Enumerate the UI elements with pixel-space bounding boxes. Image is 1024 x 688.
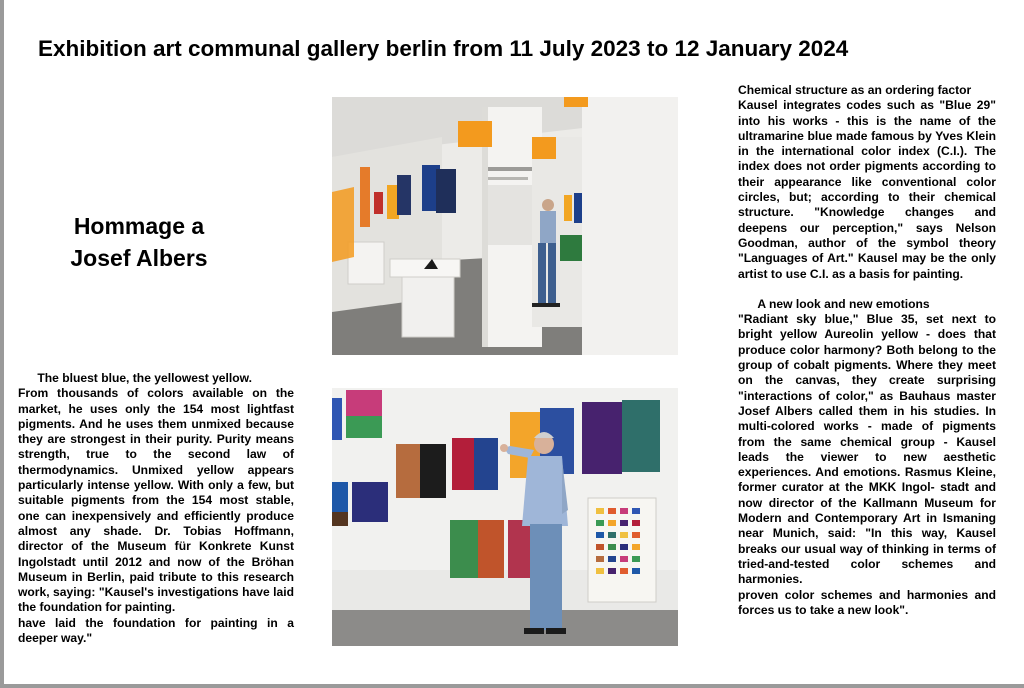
left-paragraph-end: have laid the foundation for painting in a deeper way." <box>18 615 294 646</box>
right-paragraph-2-end: proven color schemes and harmonies and forces us to take a new look". <box>738 587 996 617</box>
right-heading-2: A new look and new emotions <box>757 296 930 311</box>
document-page <box>4 0 1024 684</box>
subtitle-line-2: Josef Albers <box>70 245 208 271</box>
left-heading: The bluest blue, the yellowest yellow. <box>37 371 252 385</box>
gallery-hallway-photo <box>332 97 678 355</box>
left-text-column <box>18 371 294 646</box>
subtitle-line-1: Hommage a <box>73 213 205 239</box>
page-title: Exhibition art communal gallery berlin from 11 July 2023 to 12 January 2024 <box>38 36 849 61</box>
right-paragraph-1: Kausel integrates codes such as "Blue 29" into his works - this is the name of the ultramarine blue made famous by Yves Klein in the international color index (C.I.). The index does not order pigments according to their appearance like conventional color circles, but; according to their chemical structure. "Knowledge changes and deepens our perception," says Nelson Goodman, author of the symbol theory "Languages of Art." Kausel may be the only artist to use C.I. as a basis for painting. <box>738 98 996 281</box>
artist-paintings-illustration <box>332 388 678 646</box>
subtitle <box>24 210 254 274</box>
right-heading-1: Chemical structure as an ordering factor <box>738 83 972 97</box>
right-text-column <box>738 83 996 618</box>
gallery-hallway-illustration <box>332 97 678 355</box>
artist-with-paintings-photo <box>332 388 678 646</box>
left-paragraph: From thousands of colors available on the market, he uses only the 154 most lightfast pigments. And he uses them unmixed because they are strongest in their purity. Purity means strength, true to the second law of thermodynamics. Unmixed yellow appears particularly intense yellow. With only a few, but suitable pigments from the 154 most stable, one can inexpensively and efficiently produce almost any shade. Dr. Tobias Hoffmann, director of the Museum für Konkrete Kunst Ingolstadt until 2012 and now of the Bröhan Museum in Berlin, paid tribute to this research work, saying: "Kausel's investigations have laid the foundation for painting. <box>18 386 294 615</box>
right-paragraph-2: "Radiant sky blue," Blue 35, set next to bright yellow Aureolin yellow - does that produce color harmony? Both belong to the group of cobalt pigments. Where they meet on the canvas, they create surprising "interactions of color," as Bauhaus master Josef Albers called them in his studies. In multi-colored works - made of pigments from the same chemical group - Kausel leads the viewer to new aesthetic experiences. And emotions. Rasmus Kleine, former curator at the MKK Ingol- stadt and now director of the Kallmann Museum for Modern and Contemporary Art in Ismaning near Munich, said: "In this way, Kausel breaks our usual way of thinking in terms of tried-and-tested color schemes and harmonies. <box>738 312 996 587</box>
